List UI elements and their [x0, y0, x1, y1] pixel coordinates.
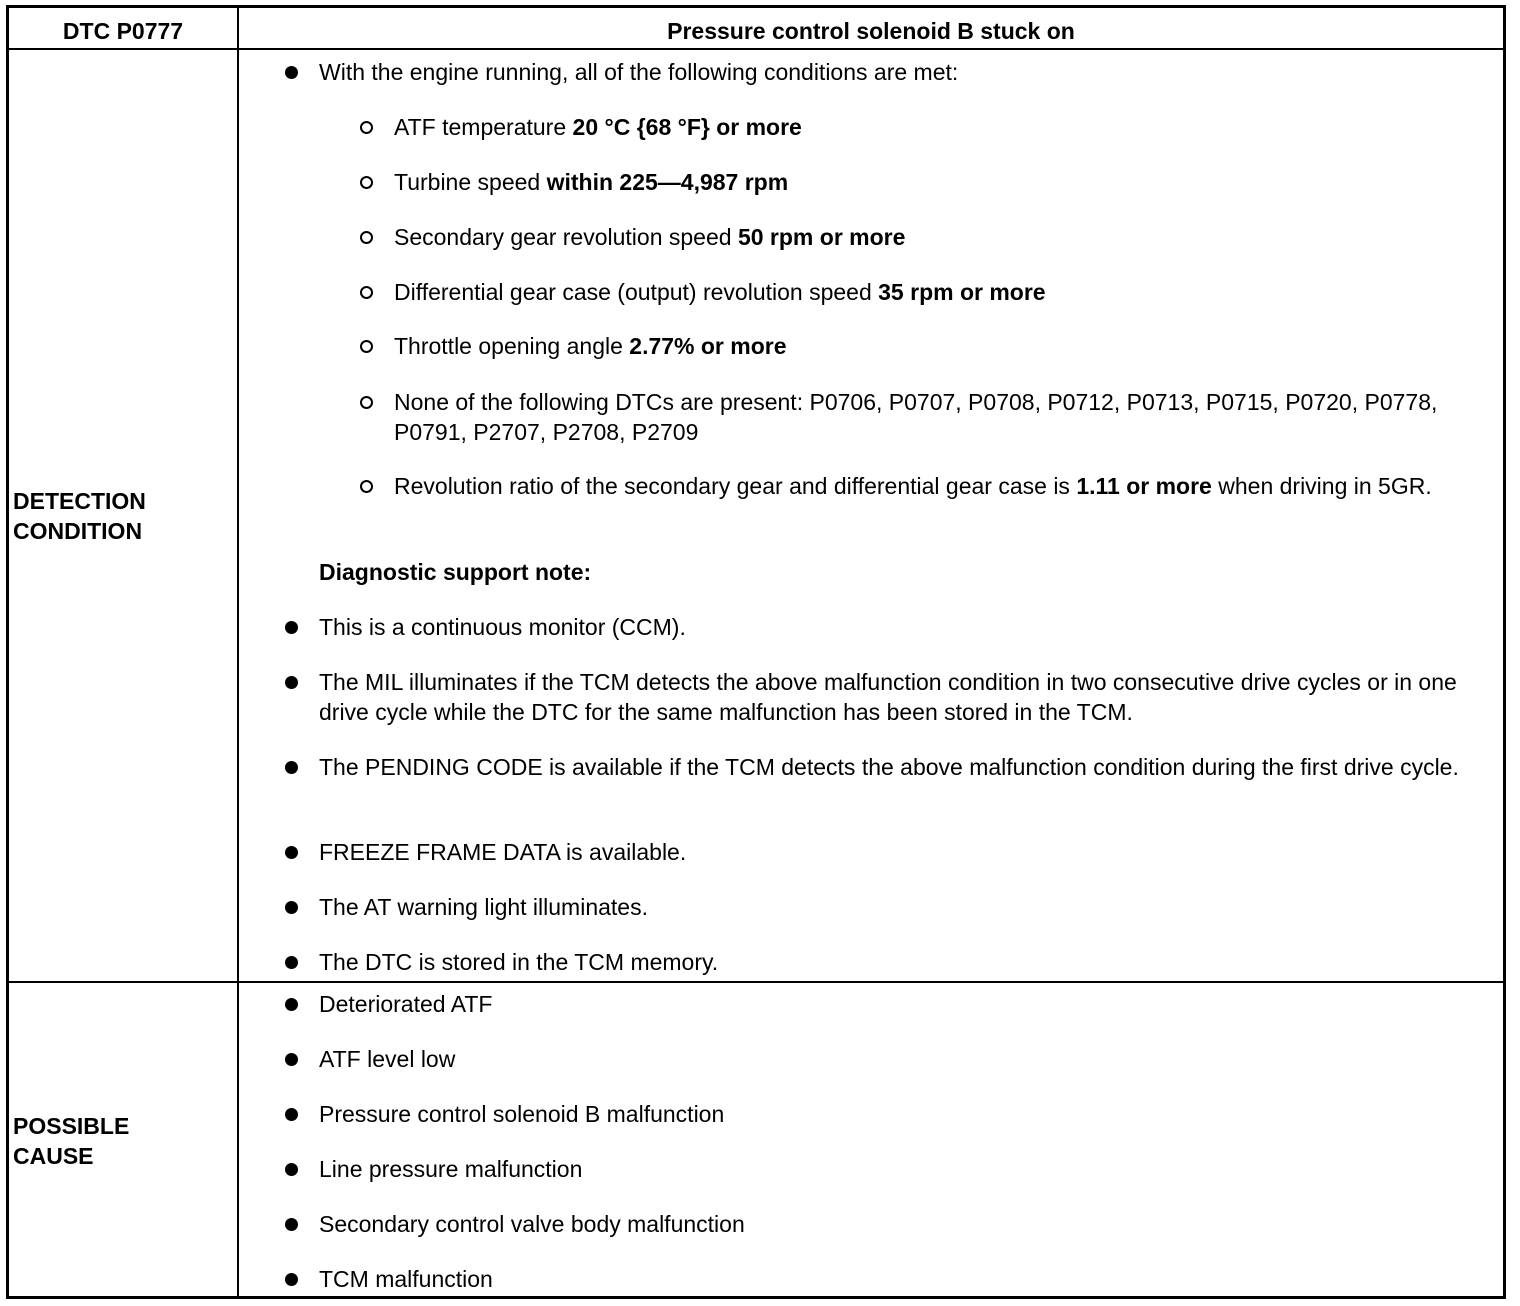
note-item: The AT warning light illuminates.: [319, 892, 1459, 922]
cause-item: Secondary control valve body malfunction: [319, 1209, 1459, 1239]
cause-item: TCM malfunction: [319, 1264, 1459, 1294]
note-item: The DTC is stored in the TCM memory.: [319, 947, 1459, 977]
section-divider: [9, 981, 1503, 983]
note-heading: Diagnostic support note:: [319, 559, 592, 585]
dtc-code: DTC P0777: [62, 18, 184, 44]
cause-item: Deteriorated ATF: [319, 989, 1459, 1019]
dtc-table: [6, 5, 1506, 1299]
note-item: The MIL illuminates if the TCM detects the above malfunction condition in two consecutive drive cycles or in one drive cycle while the DTC for the same malfunction has been stored in the TCM.: [319, 667, 1459, 727]
note-item: The PENDING CODE is available if the TCM detects the above malfunction condition during the first drive cycle.: [319, 754, 1459, 780]
condition-item: Differential gear case (output) revolution speed 35 rpm or more: [394, 277, 1459, 307]
cause-item: ATF level low: [319, 1044, 1459, 1074]
cause-item: Line pressure malfunction: [319, 1154, 1459, 1184]
detection-condition-label: DETECTION CONDITION: [13, 488, 146, 544]
condition-item: Throttle opening angle 2.77% or more: [394, 331, 1459, 361]
cause-item: Pressure control solenoid B malfunction: [319, 1099, 1459, 1129]
header-divider: [9, 48, 1503, 50]
detection-intro: With the engine running, all of the following conditions are met:: [319, 57, 1459, 87]
note-item: This is a continuous monitor (CCM).: [319, 612, 1459, 642]
condition-item: None of the following DTCs are present: P0706, P0707, P0708, P0712, P0713, P0715, P0720, P0778, P0791, P2707, P2708, P2709: [394, 387, 1459, 447]
condition-item: Revolution ratio of the secondary gear and differential gear case is 1.11 or more when driving in 5GR.: [394, 471, 1459, 501]
possible-cause-label: POSSIBLE CAUSE: [13, 1113, 130, 1169]
condition-item: Secondary gear revolution speed 50 rpm or more: [394, 222, 1459, 252]
note-item: FREEZE FRAME DATA is available.: [319, 837, 1459, 867]
condition-item: ATF temperature 20 °C {68 °F} or more: [394, 112, 1459, 142]
dtc-title: Pressure control solenoid B stuck on: [667, 18, 1075, 44]
column-divider: [237, 8, 239, 1296]
condition-item: Turbine speed within 225—4,987 rpm: [394, 167, 1459, 197]
